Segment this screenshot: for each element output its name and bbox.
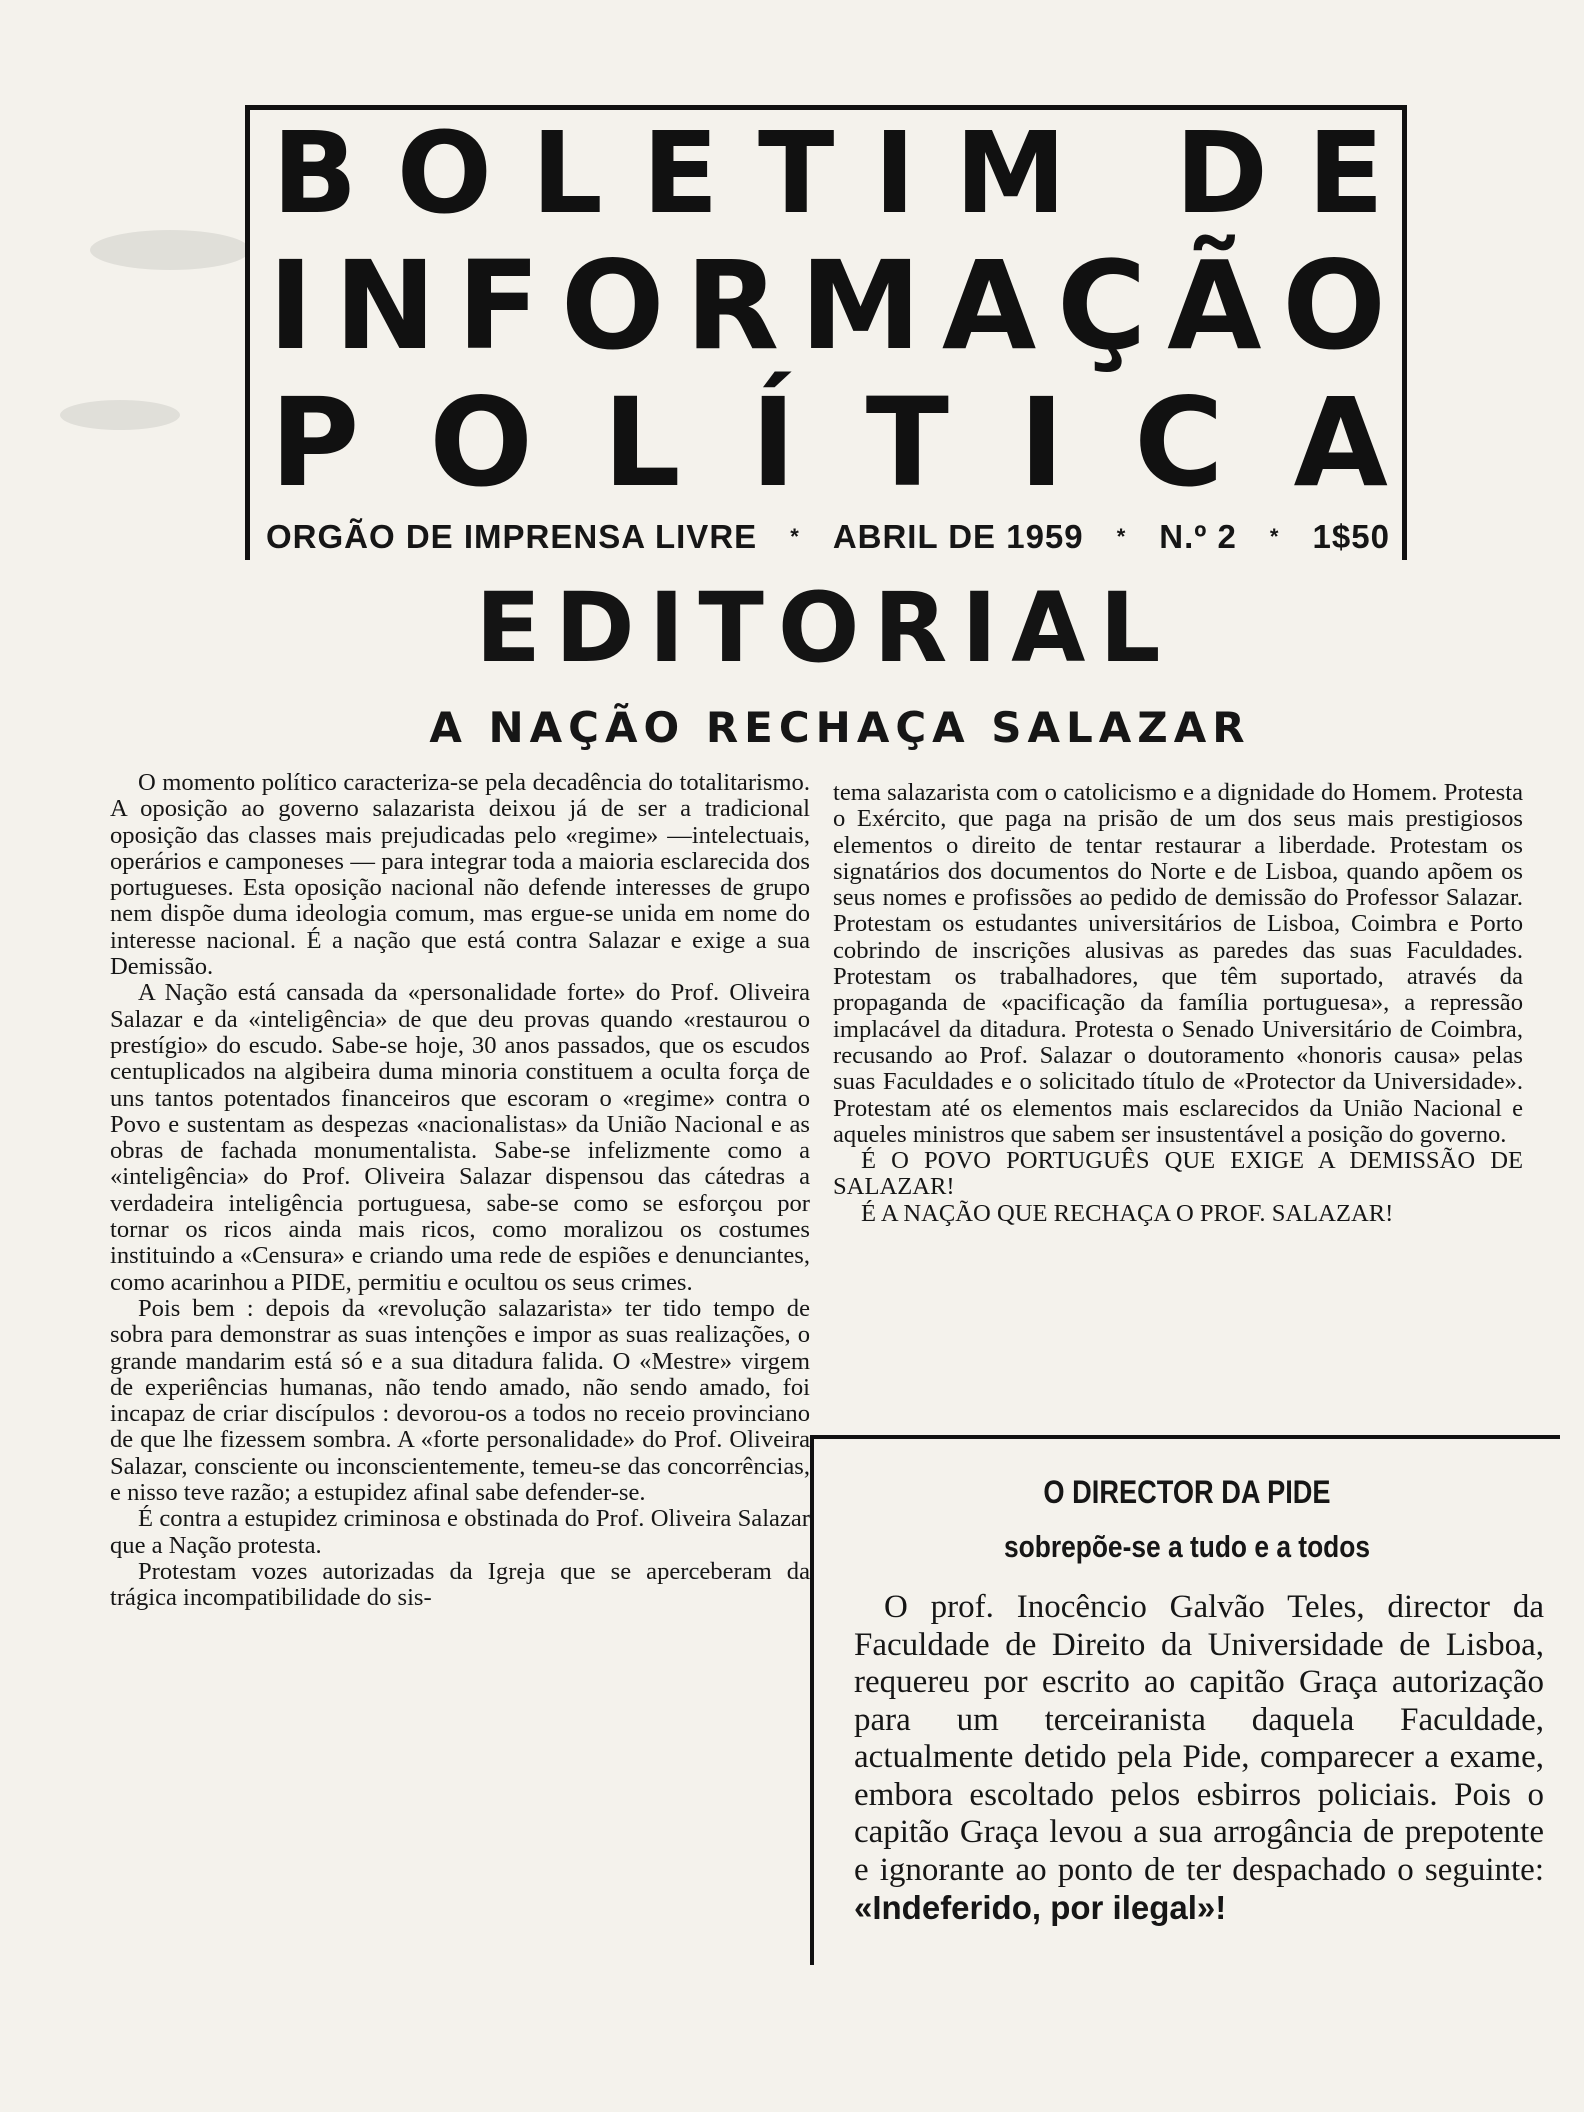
issue-date: ABRIL DE 1959 <box>832 518 1084 555</box>
paragraph: Pois bem : depois da «revolução salazarista» ter tido tempo de sobra para demonstrar as suas intenções e impor as suas realizações, o grande mandarim está só e a sua ditadura falida. O «Mestre» virgem de experiências humanas, não tendo amado, não sendo amado, foi incapaz de criar discípulos : devorou-os a todos no receio provinciano de que lhe fizessem sombra. A «forte personalidade» do Prof. Oliveira Salazar, consciente ou inconscientemente, temeu-se das concorrências, e nisso teve razão; a estupidez afinal sabe defender-se. <box>110 1294 810 1507</box>
letter: Ç <box>1056 235 1147 377</box>
letter: I <box>1018 372 1065 514</box>
letter: O <box>1282 235 1386 377</box>
letter: E <box>1307 109 1384 239</box>
letter: L <box>531 109 603 239</box>
editorial-heading: EDITORIAL <box>475 572 1175 684</box>
box-quote: «Indeferido, por ilegal»! <box>854 1889 1227 1926</box>
masthead <box>245 105 1407 560</box>
letter: E <box>642 109 719 239</box>
masthead-title-line-3 <box>250 372 1402 514</box>
letter: R <box>685 235 780 377</box>
left-column <box>110 770 810 1612</box>
letter: Ã <box>1167 235 1262 377</box>
box-body <box>854 1589 1544 1929</box>
letter-gap <box>1106 118 1136 230</box>
paragraph: A Nação está cansada da «personalidade forte» do Prof. Oliveira Salazar e da «inteligência» de que deu provas quando «restaurou o prestígio» do escudo. Sabe-se hoje, 30 anos passados, que os escudos centuplicados na algibeira duma minoria constituem a oculta força de uns tantos potentados financeiros que escoram o «regime» contra o Povo e sustentam as despezas «nacionalistas» da União Nacional e as obras de fachada monumentalista. Sabe-se infelizmente como a «inteligência» do Prof. Oliveira Salazar dispensou das cátedras a verdadeira inteligência portuguesa, sabe-se como se esforçou por tornar os ricos ainda mais ricos, como moralizou os costumes instituindo a «Censura» e criando uma rede de espiões e denunciantes, como acarinhou a PIDE, permitiu e ocultou os seus crimes. <box>110 979 810 1296</box>
letter: T <box>865 372 949 514</box>
box-body-text: O prof. Inocêncio Galvão Teles, director da Faculdade de Direito da Universidade de Lisboa, requereu por escrito ao capitão Graça autorização para um terceiranista daquela Faculdade, actualmente detido pela Pide, comparecer a exame, embora escoltado pelos esbirros policiais. Pois o capitão Graça levou a sua arrogância de prepotente e ignorante ao ponto de ter despachado o seguinte: <box>854 1589 1544 1888</box>
letter: I <box>268 235 314 377</box>
paragraph: É contra a estupidez criminosa e obstinada do Prof. Oliveira Salazar que a Nação protesta. <box>110 1505 810 1559</box>
masthead-title-line-2 <box>250 235 1402 377</box>
box-subtitle: sobrepõe-se a tudo e a todos <box>1003 1529 1371 1564</box>
letter: Í <box>750 372 796 514</box>
letter: D <box>1175 109 1268 239</box>
letter: L <box>602 372 681 514</box>
paragraph: tema salazarista com o catolicismo e a dignidade do Homem. Protesta o Exército, que paga na prisão de um dos seus mais prestigiosos elementos o direito de tentar restaurar a liberdade. Protestam os signatários dos documentos do Norte e de Lisboa, quando apõem os seus nomes e profissões ao pedido de demissão do Professor Salazar. Protestam os estudantes universitários de Lisboa, Coimbra e Porto cobrindo de inscrições alusivas as paredes das suas Faculdades. Protestam os trabalhadores, que têm suportado, através da propaganda de «pacificação da família portuguesa», a repressão implacável da ditadura. Protesta o Senado Universitário de Coimbra, recusando ao Prof. Salazar o doutoramento «honoris causa» pelas suas Faculdades e o solicitado título de «Protector da Universidade». Protestam até os elementos mais esclarecidos da União Nacional e aqueles ministros que sabem ser insustentável a posição do governo. <box>833 779 1523 1148</box>
letter: M <box>954 109 1067 239</box>
separator-star: * <box>1269 524 1280 549</box>
letter: O <box>429 372 533 514</box>
right-column <box>833 780 1523 1227</box>
pide-article-box <box>810 1435 1560 1965</box>
letter: N <box>334 235 437 377</box>
letter: A <box>941 235 1037 377</box>
letter: O <box>396 109 492 239</box>
masthead-title-line-1 <box>250 109 1402 239</box>
issue-price: 1$50 <box>1312 518 1390 555</box>
letter: A <box>1293 372 1388 514</box>
editorial-headline: A NAÇÃO RECHAÇA SALAZAR <box>429 703 1251 752</box>
paragraph: É A NAÇÃO QUE RECHAÇA O PROF. SALAZAR! <box>861 1199 1394 1227</box>
separator-star: * <box>790 524 800 549</box>
letter: M <box>799 235 922 377</box>
separator-star: * <box>1116 524 1127 549</box>
letter: P <box>270 372 360 514</box>
issue-number: N.º 2 <box>1159 518 1237 555</box>
letter: F <box>456 235 541 377</box>
letter: T <box>757 109 835 239</box>
letter: B <box>272 109 358 239</box>
paragraph: Protestam vozes autorizadas da Igreja que se aperceberam da trágica incompatibilidade do sis- <box>110 1557 810 1612</box>
scan-smudge <box>60 400 180 430</box>
organ-label: ORGÃO DE IMPRENSA LIVRE <box>266 518 758 555</box>
masthead-subline <box>250 512 1402 562</box>
letter: I <box>873 109 916 239</box>
paragraph: É O POVO PORTUGUÊS QUE EXIGE A DEMISSÃO DE SALAZAR! <box>833 1147 1523 1201</box>
letter: C <box>1134 372 1224 514</box>
letter: O <box>560 235 665 377</box>
paragraph: O momento político caracteriza-se pela decadência do totalitarismo. A oposição ao governo salazarista deixou já de ser a tradicional oposição das classes mais prejudicadas pelo «regime» —intelectuais, operários e camponeses — para integrar toda a maioria esclarecida dos portugueses. Esta oposição nacional não defende interesses de grupo nem dispõe duma ideologia comum, mas ergue-se unida em nome do interesse nacional. É a nação que está contra Salazar e exige a sua Demissão. <box>110 769 810 981</box>
box-title: O DIRECTOR DA PIDE <box>1043 1474 1331 1510</box>
scan-smudge <box>90 230 250 270</box>
